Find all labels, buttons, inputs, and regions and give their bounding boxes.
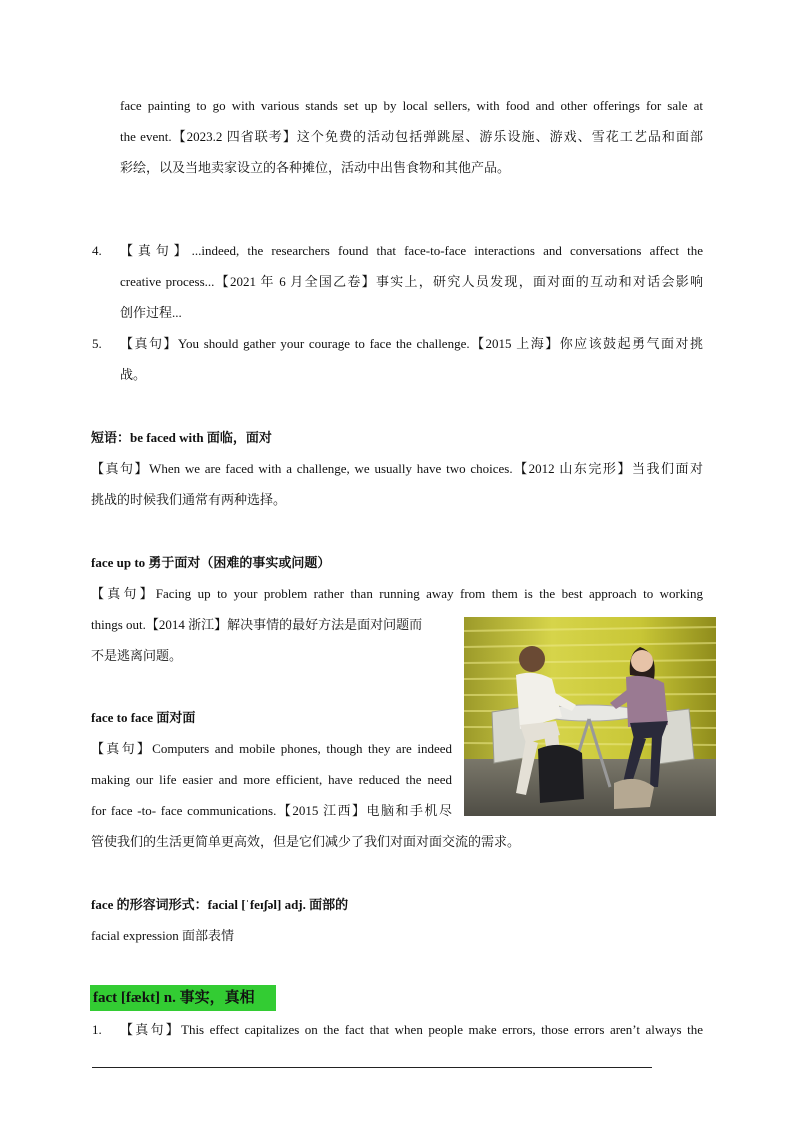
adjective-heading: face 的形容词形式：facial [ˈfeɪʃəl] adj. 面部的 xyxy=(91,897,349,912)
phrase-face-up-to-line-3: 不是逃离问题。 xyxy=(91,648,183,663)
phrase-face-to-face-line-3: for face -to- face communications.【2015 江西】电脑和手机尽 xyxy=(91,803,452,818)
intro-line-2: the event.【2023.2 四省联考】这个免费的活动包括弹跳屋、游乐设施、游戏、雪花工艺品和面部 xyxy=(120,129,703,144)
phrase-face-to-face-line-2: making our life easier and more efficient, have reduced the need xyxy=(91,772,452,787)
phrase-be-faced-with-heading: 短语：be faced with 面临，面对 xyxy=(91,430,272,445)
item-4-line-2: creative process...【2021 年 6 月全国乙卷】事实上，研究人员发现，面对面的互动和对话会影响 xyxy=(120,274,703,289)
item-1-number: 1. xyxy=(92,1022,102,1037)
phrase-face-up-to-heading: face up to 勇于面对（困难的事实或问题） xyxy=(91,555,331,570)
entry-fact-heading: fact [fækt] n. 事实，真相 xyxy=(93,990,255,1006)
item-4-number: 4. xyxy=(92,243,102,258)
phrase-face-up-to-line-2: things out.【2014 浙江】解决事情的最好方法是面对问题而 xyxy=(91,617,423,632)
phrase-face-to-face-heading: face to face 面对面 xyxy=(91,710,196,725)
intro-line-3: 彩绘，以及当地卖家设立的各种摊位，活动中出售食物和其他产品。 xyxy=(120,160,511,175)
phrase-face-to-face-line-4: 管使我们的生活更简单更高效，但是它们减少了我们对面对面交流的需求。 xyxy=(91,834,521,849)
footer-divider xyxy=(92,1067,652,1068)
phrase-be-faced-with-line-2: 挑战的时候我们通常有两种选择。 xyxy=(91,492,287,507)
intro-line-1: face painting to go with various stands set up by local sellers, with food and other offerings for sale at xyxy=(120,98,703,113)
phrase-face-to-face-line-1: 【真句】Computers and mobile phones, though they are indeed xyxy=(91,741,452,756)
photo-two-people-talking-at-table xyxy=(464,617,716,816)
item-5-number: 5. xyxy=(92,336,102,351)
adjective-line-1: facial expression 面部表情 xyxy=(91,928,234,943)
phrase-face-up-to-line-1: 【真句】Facing up to your problem rather than running away from them is the best approach to working xyxy=(91,586,703,601)
phrase-be-faced-with-line-1: 【真句】When we are faced with a challenge, we usually have two choices.【2012 山东完形】当我们面对 xyxy=(91,461,703,476)
item-4-line-3: 创作过程... xyxy=(120,305,182,320)
item-4-line-1: 【真句】...indeed, the researchers found that face-to-face interactions and conversations affect the xyxy=(120,243,703,258)
item-5-line-2: 战。 xyxy=(120,367,147,382)
item-1-line-1: 【真句】This effect capitalizes on the fact that when people make errors, those errors aren’t always the xyxy=(120,1022,703,1037)
item-5-line-1: 【真句】You should gather your courage to face the challenge.【2015 上海】你应该鼓起勇气面对挑 xyxy=(120,336,703,351)
